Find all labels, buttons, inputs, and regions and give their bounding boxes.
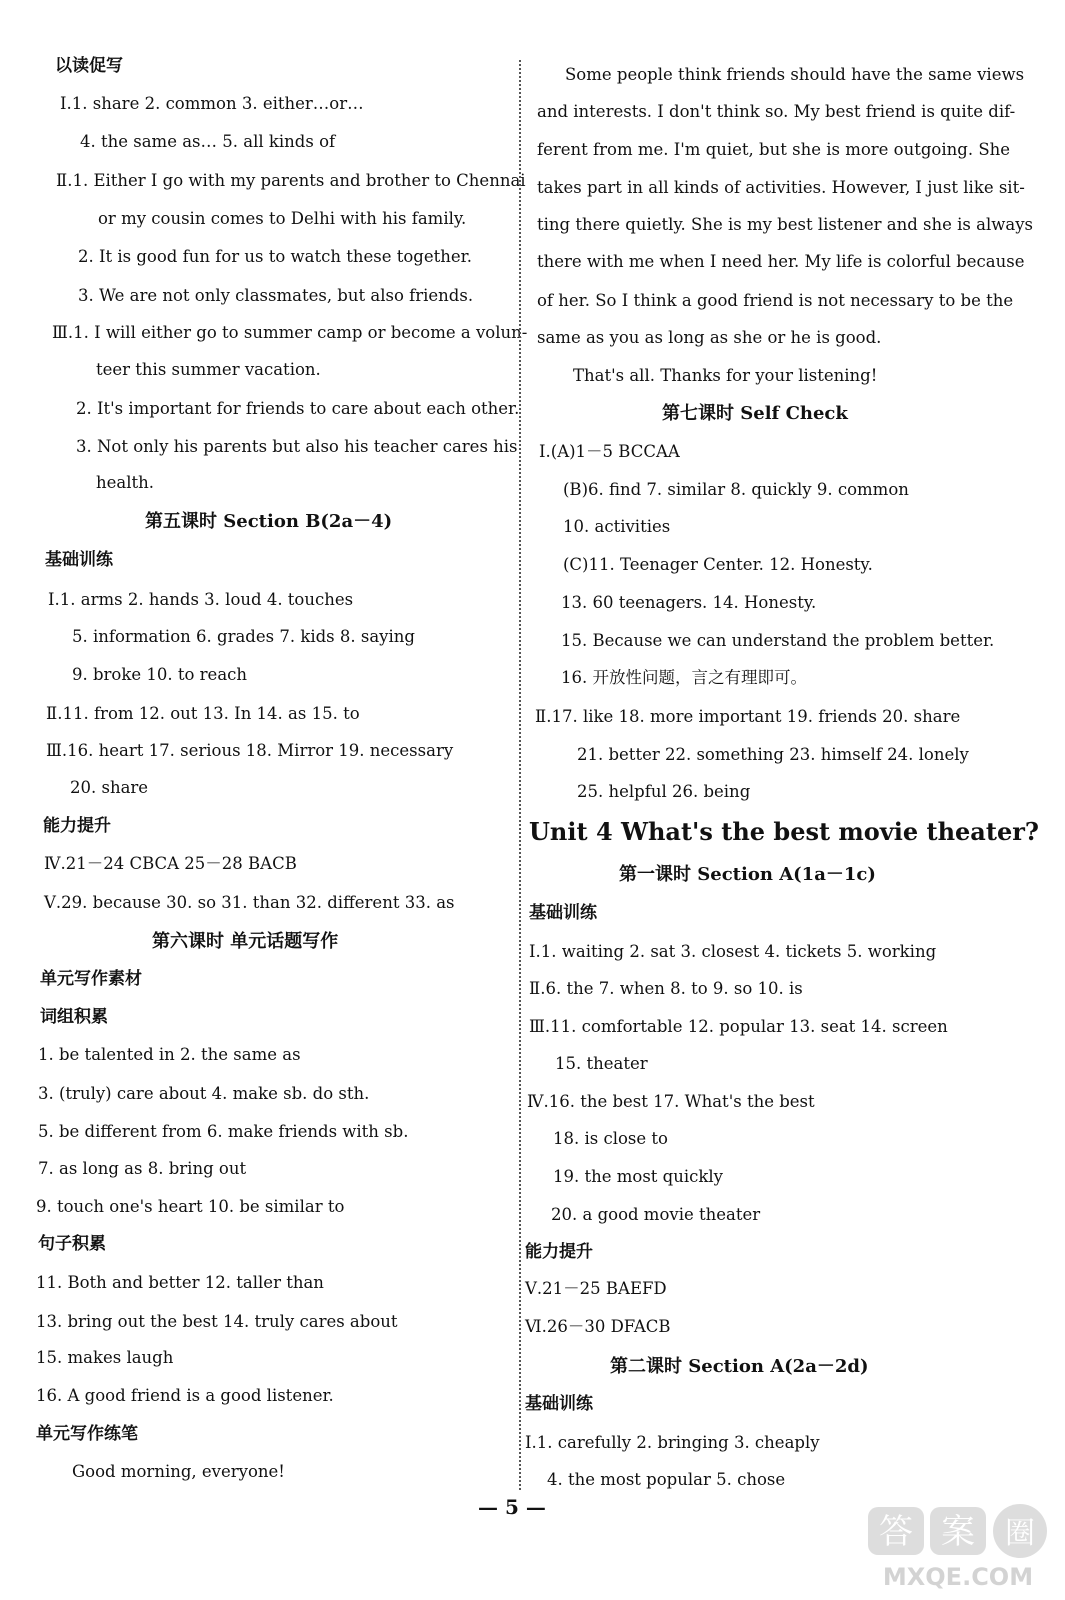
left-line: 20. share (70, 778, 149, 797)
left-line: Ⅱ.11. from 12. out 13. In 14. as 15. to (46, 704, 360, 723)
right-line: (B)6. find 7. similar 8. quickly 9. common (563, 480, 909, 499)
right-line: 第七课时 Self Check (662, 403, 848, 424)
left-line: 11. Both and better 12. taller than (36, 1273, 324, 1292)
right-line: 18. is close to (553, 1129, 668, 1148)
right-line: ferent from me. I'm quiet, but she is more outgoing. She (537, 140, 1011, 159)
right-line: and interests. I don't think so. My best friend is quite dif- (537, 102, 1016, 121)
right-line: Ⅰ.1. waiting 2. sat 3. closest 4. tickets 5. working (529, 942, 937, 961)
right-line: Ⅱ.17. like 18. more important 19. friends 20. share (535, 707, 961, 726)
right-line: 21. better 22. something 23. himself 24. lonely (577, 745, 969, 764)
right-line: 第二课时 Section A(2a－2d) (610, 1356, 869, 1377)
right-line: That's all. Thanks for your listening! (573, 366, 878, 385)
left-line: 9. broke 10. to reach (72, 665, 248, 684)
left-line: 4. the same as… 5. all kinds of (80, 132, 336, 151)
svg-text:圈: 圈 (1005, 1516, 1035, 1551)
left-line: 句子积累 (38, 1234, 106, 1254)
right-line: ting there quietly. She is my best listener and she is always (537, 215, 1033, 234)
right-line: 基础训练 (529, 903, 597, 923)
left-line: Ⅱ.1. Either I go with my parents and brother to Chennai (56, 171, 526, 190)
left-line: 5. information 6. grades 7. kids 8. saying (72, 627, 415, 646)
right-line: Ⅰ.1. carefully 2. bringing 3. cheaply (525, 1433, 820, 1452)
left-line: 第五课时 Section B(2a－4) (145, 511, 393, 532)
right-line: Ⅱ.6. the 7. when 8. to 9. so 10. is (529, 979, 803, 998)
left-line: Ⅳ.21－24 CBCA 25－28 BACB (44, 854, 297, 873)
right-line: 19. the most quickly (553, 1167, 723, 1186)
left-line: Good morning, everyone! (72, 1462, 285, 1481)
left-line: Ⅴ.29. because 30. so 31. than 32. different 33. as (44, 893, 455, 912)
left-line: 2. It's important for friends to care about each other. (76, 399, 520, 418)
right-line: of her. So I think a good friend is not necessary to be the (537, 291, 1014, 310)
left-line: Ⅲ.16. heart 17. serious 18. Mirror 19. necessary (46, 741, 454, 760)
left-line: 单元写作素材 (40, 969, 142, 989)
column-divider (519, 60, 521, 1490)
svg-text:答: 答 (879, 1512, 913, 1552)
svg-text:MXQE.COM: MXQE.COM (882, 1563, 1034, 1591)
left-line: 2. It is good fun for us to watch these together. (78, 247, 472, 266)
left-line: 9. touch one's heart 10. be similar to (36, 1197, 345, 1216)
right-line: 基础训练 (525, 1394, 593, 1414)
left-line: 13. bring out the best 14. truly cares about (36, 1312, 398, 1331)
right-line: Ⅳ.16. the best 17. What's the best (527, 1092, 815, 1111)
right-line: takes part in all kinds of activities. However, I just like sit- (537, 178, 1025, 197)
right-line: same as you as long as she or he is good. (537, 328, 882, 347)
left-line: or my cousin comes to Delhi with his family. (98, 209, 467, 228)
left-line: 7. as long as 8. bring out (38, 1159, 247, 1178)
right-line: 4. the most popular 5. chose (547, 1470, 786, 1489)
right-line: Ⅵ.26－30 DFACB (525, 1317, 671, 1336)
right-line: 20. a good movie theater (551, 1205, 761, 1224)
left-line: Ⅰ.1. share 2. common 3. either…or… (60, 94, 364, 113)
right-line: 16. 开放性问题，言之有理即可。 (561, 668, 807, 687)
left-line: 单元写作练笔 (36, 1424, 138, 1444)
left-line: 1. be talented in 2. the same as (38, 1045, 301, 1064)
right-line: 10. activities (563, 517, 671, 536)
right-line: Ⅴ.21－25 BAEFD (525, 1279, 667, 1298)
right-line: 15. Because we can understand the problem better. (561, 631, 995, 650)
left-line: 第六课时 单元话题写作 (152, 931, 339, 952)
left-line: 3. We are not only classmates, but also friends. (78, 286, 474, 305)
left-line: 词组积累 (40, 1007, 108, 1027)
watermark-logo (860, 1499, 1055, 1594)
right-line: 15. theater (555, 1054, 648, 1073)
left-line: teer this summer vacation. (96, 360, 321, 379)
left-line: 16. A good friend is a good listener. (36, 1386, 334, 1405)
left-line: 15. makes laugh (36, 1348, 174, 1367)
left-line: 3. Not only his parents but also his teacher cares his (76, 437, 518, 456)
svg-text:案: 案 (941, 1512, 975, 1552)
right-line: there with me when I need her. My life is colorful because (537, 252, 1025, 271)
left-line: Ⅰ.1. arms 2. hands 3. loud 4. touches (48, 590, 354, 609)
right-line: Unit 4 What's the best movie theater? (529, 817, 1039, 846)
right-line: 第一课时 Section A(1a－1c) (619, 864, 876, 885)
right-line: Ⅰ.(A)1－5 BCCAA (539, 442, 680, 461)
left-line: 基础训练 (45, 550, 113, 570)
left-line: health. (96, 473, 155, 492)
right-line: (C)11. Teenager Center. 12. Honesty. (563, 555, 873, 574)
right-line: Ⅲ.11. comfortable 12. popular 13. seat 14. screen (529, 1017, 948, 1036)
right-line: 13. 60 teenagers. 14. Honesty. (561, 593, 817, 612)
right-line: Some people think friends should have the same views (565, 65, 1025, 84)
right-line: 能力提升 (525, 1242, 593, 1262)
right-line: 25. helpful 26. being (577, 782, 751, 801)
left-line: 5. be different from 6. make friends with sb. (38, 1122, 409, 1141)
left-line: 能力提升 (43, 816, 111, 836)
left-line: 以读促写 (55, 56, 123, 76)
left-line: Ⅲ.1. I will either go to summer camp or become a volun- (52, 323, 528, 342)
page-number: — 5 — (478, 1495, 546, 1519)
left-line: 3. (truly) care about 4. make sb. do sth. (38, 1084, 370, 1103)
